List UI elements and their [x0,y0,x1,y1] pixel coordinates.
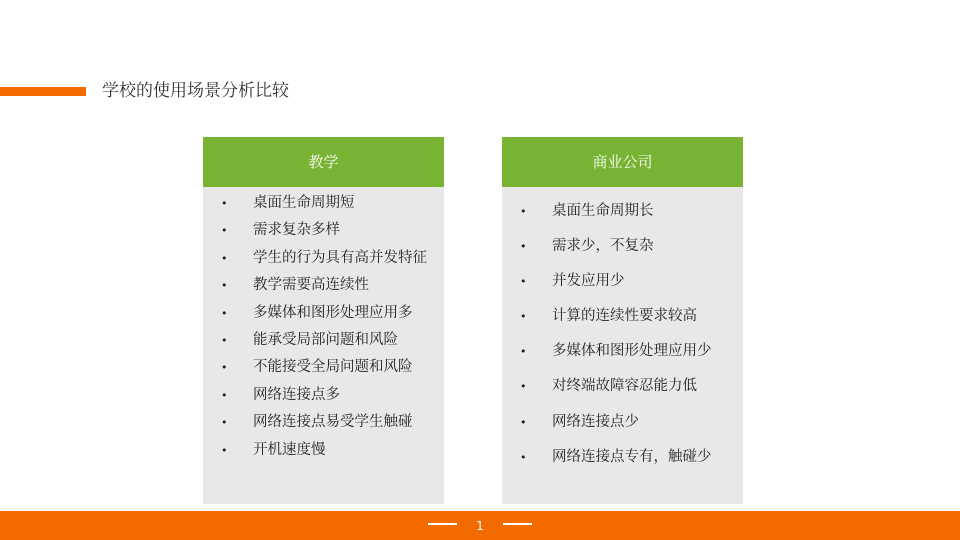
list-item [203,300,444,327]
business-list [502,187,743,475]
list-item-text: 学生的行为具有高并发特征 [253,249,427,266]
list-item-text: 网络连接点易受学生触碰 [253,414,413,431]
bullet-icon: • [520,450,527,464]
list-item [502,299,743,334]
list-item [203,354,444,381]
list-item [502,229,743,264]
list-item-text: 网络连接点专有，触碰少 [552,448,712,465]
list-item [502,405,743,440]
list-item [203,409,444,436]
title-accent-bar [0,87,86,96]
list-item-text: 需求少，不复杂 [552,238,654,255]
bullet-icon: • [520,240,527,254]
list-item-text: 对终端故障容忍能力低 [552,378,697,395]
bullet-icon: • [520,380,527,394]
list-item [502,440,743,475]
bullet-icon: • [221,251,228,265]
bullet-icon: • [520,275,527,289]
list-item-text: 需求复杂多样 [253,222,340,239]
list-item-text: 并发应用少 [552,273,625,290]
list-item-text: 教学需要高连续性 [253,277,369,294]
list-item-text: 不能接受全局问题和风险 [253,359,413,376]
list-item [203,272,444,299]
bullet-icon: • [520,310,527,324]
page-number: 1 [476,519,484,533]
list-item [203,245,444,272]
bullet-icon: • [221,197,228,210]
list-item [203,217,444,244]
list-item [502,264,743,299]
column-header-teaching: 教学 [203,137,444,187]
column-teaching [203,137,444,504]
column-business [502,137,743,504]
list-item-text: 桌面生命周期长 [552,203,654,219]
bullet-icon: • [520,345,527,359]
bullet-icon: • [221,224,228,238]
list-item-text: 网络连接点多 [253,386,340,403]
list-item [203,190,444,217]
bullet-icon: • [221,388,228,402]
list-item-text: 桌面生命周期短 [253,195,355,211]
list-item [203,327,444,354]
list-item-text: 网络连接点少 [552,413,639,430]
column-header-business: 商业公司 [502,137,743,187]
list-item-text: 多媒体和图形处理应用少 [552,343,712,360]
list-item [502,369,743,404]
footer-divider-right [503,523,532,525]
list-item [203,437,444,464]
list-item [502,334,743,369]
bullet-icon: • [221,443,228,457]
bullet-icon: • [520,415,527,429]
bullet-icon: • [221,416,228,430]
bullet-icon: • [221,333,228,347]
footer-bar [0,511,960,540]
list-item [502,194,743,229]
bullet-icon: • [221,279,228,293]
teaching-list [203,187,444,464]
bullet-icon: • [221,306,228,320]
list-item-text: 开机速度慢 [253,441,326,458]
list-item-text: 多媒体和图形处理应用多 [253,304,413,321]
list-item [203,382,444,409]
list-item-text: 能承受局部问题和风险 [253,331,398,348]
list-item-text: 计算的连续性要求较高 [552,308,697,325]
footer-divider-left [428,523,457,525]
bullet-icon: • [520,205,527,218]
slide-title: 学校的使用场景分析比较 [102,81,289,101]
bullet-icon: • [221,361,228,375]
